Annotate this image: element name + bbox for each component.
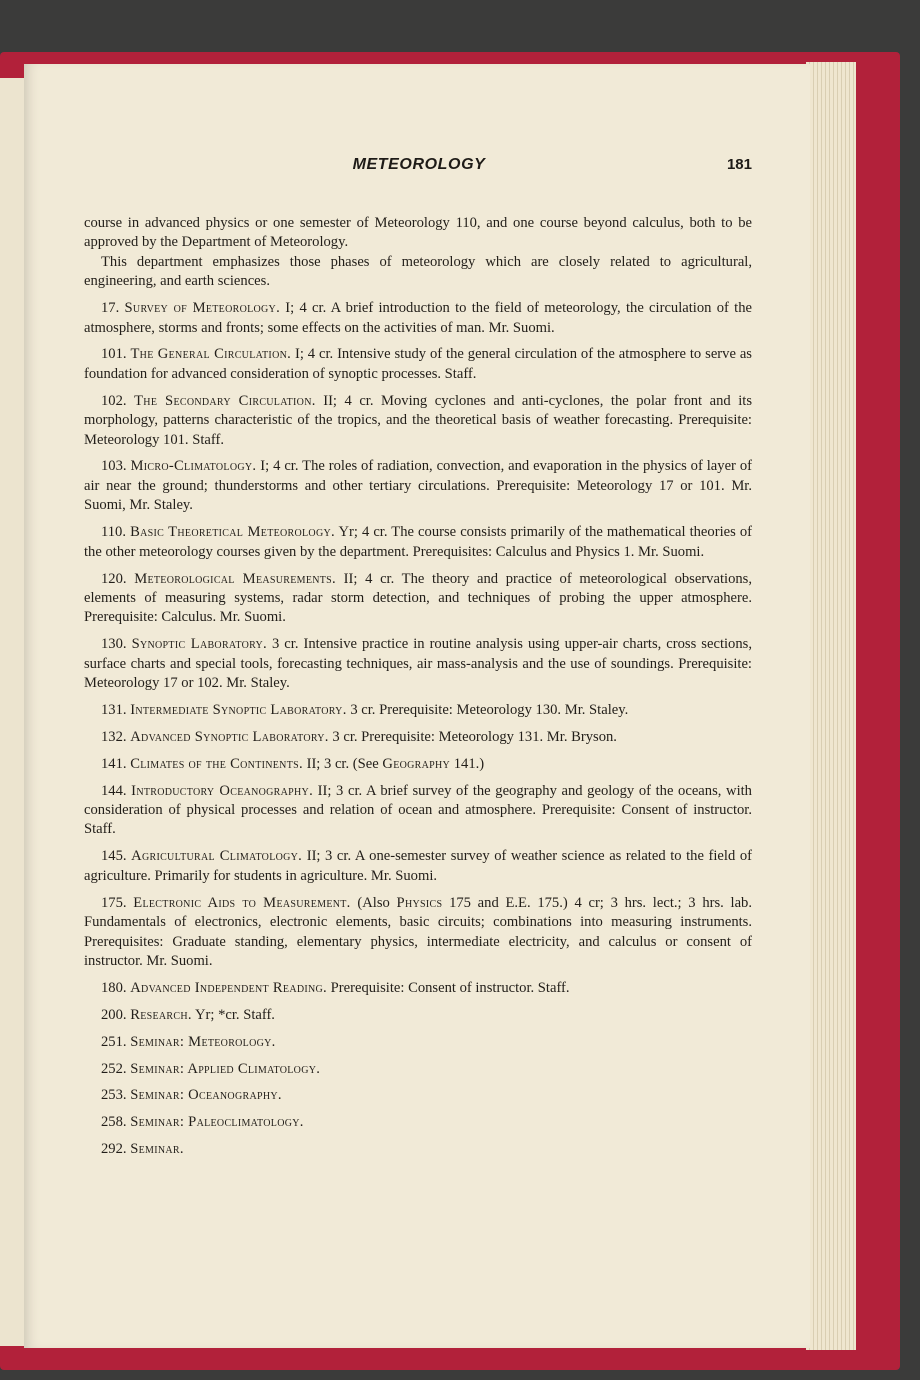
course-number: 17. (101, 300, 120, 317)
course-entry (84, 1086, 752, 1105)
course-number: 253. (101, 1087, 127, 1104)
course-entry (84, 979, 752, 998)
course-number: 252. (101, 1060, 127, 1077)
course-title: Seminar. (130, 1141, 184, 1158)
course-entry (84, 782, 752, 840)
course-title: The Secondary Circulation. (134, 392, 316, 409)
course-description: II; 3 cr. A one-semester survey of weather science as related to the field of agriculture. Primarily for students in agriculture. Mr. Suomi. (84, 848, 752, 884)
course-title: Seminar: Paleoclimatology. (130, 1114, 304, 1131)
course-number: 144. (101, 782, 127, 799)
course-title: Intermediate Synoptic Laboratory. (130, 701, 347, 718)
course-number: 110. (101, 524, 126, 541)
course-number: 120. (101, 570, 127, 587)
course-title: Advanced Independent Reading. (130, 979, 328, 996)
course-number: 200. (101, 1006, 127, 1023)
course-description: 3 cr. Prerequisite: Meteorology 130. Mr. Staley. (350, 701, 629, 718)
course-entry (84, 1060, 752, 1079)
page-stack-edges (806, 62, 856, 1350)
course-number: 251. (101, 1033, 127, 1050)
course-description: I; 4 cr. A brief introduction to the field of meteorology, the circulation of the atmosphere, storms and fronts; some effects on the activities of man. Mr. Suomi. (84, 300, 752, 336)
intro-paragraph: This department emphasizes those phases of meteorology which are closely related to agricultural, engineering, and earth sciences. (84, 253, 752, 290)
course-entry (84, 1006, 752, 1025)
course-entry (84, 1113, 752, 1132)
page-body (84, 214, 752, 1160)
cross-reference: Geography (382, 755, 451, 772)
course-number: 292. (101, 1141, 127, 1158)
course-title: Micro-Climatology. (130, 458, 257, 475)
course-entry (84, 457, 752, 515)
course-title: Advanced Synoptic Laboratory. (130, 728, 329, 745)
course-number: 103. (101, 458, 127, 475)
course-entry (84, 345, 752, 384)
course-description: (Also (357, 894, 390, 911)
course-entry (84, 1140, 752, 1159)
course-title: Seminar: Meteorology. (130, 1033, 276, 1050)
course-entry (84, 392, 752, 450)
course-description: II; 4 cr. Moving cyclones and anti-cyclones, the polar front and its morphology, patterns characteristic of the tropics, and the theoretical basis of weather forecasting. Prerequisite: Meteorology 101. Staff. (84, 392, 753, 448)
course-description-cont: 175 and E.E. 175.) 4 cr; 3 hrs. lect.; 3 hrs. lab. Fundamentals of electronics, electronic elements, basic circuits; combinations into measuring instruments. Prerequisites: Graduate standing, elementary physics, intermediate electricity, and calculus or consent of instructor. Mr. Suomi. (84, 894, 752, 969)
course-number: 131. (101, 701, 127, 718)
course-number: 141. (101, 755, 127, 772)
course-number: 132. (101, 728, 127, 745)
course-description: 3 cr. Prerequisite: Meteorology 131. Mr. Bryson. (332, 728, 617, 745)
course-number: 175. (101, 894, 127, 911)
course-title: Survey of Meteorology. (124, 300, 281, 317)
page-header (86, 156, 752, 180)
course-title: Basic Theoretical Meteorology. (130, 524, 335, 541)
course-description: 3 cr. Intensive practice in routine analysis using upper-air charts, cross sections, surface charts and special tools, forecasting techniques, air mass-analysis and the use of soundings. Prerequisite: Meteorology 17 or 102. Mr. Staley. (84, 636, 752, 692)
course-number: 258. (101, 1114, 127, 1131)
course-title: Agricultural Climatology. (131, 848, 303, 865)
course-description: Yr; 4 cr. The course consists primarily of the mathematical theories of the other meteorology courses given by the department. Prerequisites: Calculus and Physics 1. Mr. Suomi. (84, 524, 752, 560)
course-entry (84, 570, 752, 628)
course-description-cont: 141.) (453, 755, 485, 772)
course-entry (84, 1033, 752, 1052)
course-title: Electronic Aids to Measurement. (133, 894, 351, 911)
course-description: I; 4 cr. Intensive study of the general circulation of the atmosphere to serve as foundation for advanced consideration of synoptic processes. Staff. (84, 346, 752, 382)
course-description: II; 3 cr. (See (306, 755, 379, 772)
course-description: Yr; *cr. Staff. (194, 1006, 275, 1023)
course-title: Introductory Oceanography. (131, 782, 314, 799)
course-title: Seminar: Applied Climatology. (130, 1060, 321, 1077)
course-title: Seminar: Oceanography. (130, 1087, 282, 1104)
page-number: 181 (726, 156, 752, 173)
course-entry (84, 635, 752, 693)
course-entry (84, 755, 752, 774)
course-entry (84, 894, 752, 972)
course-entry (84, 728, 752, 747)
course-number: 145. (101, 848, 127, 865)
course-number: 102. (101, 392, 127, 409)
cross-reference: Physics (396, 894, 443, 911)
course-description: II; 3 cr. A brief survey of the geography and geology of the oceans, with consideration of physical processes and relation of ocean and atmosphere. Prerequisite: Consent of instructor. Staff. (84, 782, 752, 838)
course-title: Synoptic Laboratory. (131, 636, 267, 653)
course-number: 130. (101, 636, 127, 653)
course-description: Prerequisite: Consent of instructor. Staff. (330, 979, 570, 996)
running-title: METEOROLOGY (352, 156, 486, 173)
facing-page-edge (0, 78, 27, 1346)
course-description: II; 4 cr. The theory and practice of meteorological observations, elements of measuring systems, radar storm detection, and techniques of probing the upper atmosphere. Prerequisite: Calculus. Mr. Suomi. (84, 570, 752, 626)
course-entry (84, 701, 752, 720)
course-title: Climates of the Continents. (130, 755, 303, 772)
course-title: Research. (130, 1006, 192, 1023)
course-entry (84, 299, 752, 338)
course-number: 101. (101, 346, 127, 363)
course-number: 180. (101, 979, 127, 996)
course-entry (84, 847, 752, 886)
course-entry (84, 523, 752, 562)
course-description: I; 4 cr. The roles of radiation, convection, and evaporation in the physics of layer of air near the ground; thunderstorms and other tertiary circulations. Prerequisite: Meteorology 17 or 101. Mr. Suomi, Mr. Staley. (84, 458, 752, 514)
intro-paragraph: course in advanced physics or one semester of Meteorology 110, and one course beyond calculus, both to be approved by the Department of Meteorology. (84, 215, 752, 251)
course-title: The General Circulation. (130, 346, 292, 363)
course-title: Meteorological Measurements. (134, 570, 336, 587)
